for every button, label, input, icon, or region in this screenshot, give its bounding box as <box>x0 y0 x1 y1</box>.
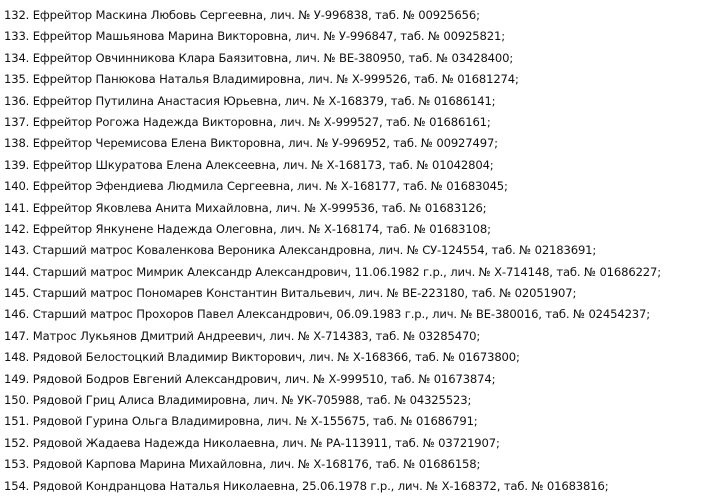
list-item: 145. Старший матрос Пономарев Константин Витальевич, лич. № ВЕ-223180, таб. № 02051907; <box>4 286 577 301</box>
list-item: 138. Ефрейтор Черемисова Елена Викторовна, лич. № У-996952, таб. № 00927497; <box>4 136 498 151</box>
list-item: 144. Старший матрос Мимрик Александр Александрович, 11.06.1982 г.р., лич. № Х-714148, таб. № 01686227; <box>4 264 662 279</box>
list-item: 142. Ефрейтор Янкунене Надежда Олеговна, лич. № Х-168174, таб. № 01683108; <box>4 221 491 236</box>
list-item: 151. Рядовой Гурина Ольга Владимировна, лич. № Х-155675, таб. № 01686791; <box>4 414 478 429</box>
list-item: 133. Ефрейтор Машьянова Марина Викторовна, лич. № У-996847, таб. № 00925821; <box>4 29 505 44</box>
list-item: 136. Ефрейтор Путилина Анастасия Юрьевна, лич. № Х-168379, таб. № 01686141; <box>4 93 496 108</box>
list-item: 146. Старший матрос Прохоров Павел Александрович, 06.09.1983 г.р., лич. № ВЕ-380016, таб. № 02454237; <box>4 307 651 322</box>
list-item: 137. Ефрейтор Рогожа Надежда Викторовна, лич. № Х-999527, таб. № 01686161; <box>4 114 491 129</box>
list-item: 147. Матрос Лукьянов Дмитрий Андреевич, лич. № Х-714383, таб. № 03285470; <box>4 328 481 343</box>
list-item: 139. Ефрейтор Шкуратова Елена Алексеевна, лич. № Х-168173, таб. № 01042804; <box>4 157 494 172</box>
list-item: 141. Ефрейтор Яковлева Анита Михайловна, лич. № Х-999536, таб. № 01683126; <box>4 200 487 215</box>
list-item: 143. Старший матрос Коваленкова Вероника Александровна, лич. № СУ-124554, таб. № 02183691; <box>4 243 597 258</box>
list-item: 148. Рядовой Белостоцкий Владимир Викторович, лич. № Х-168366, таб. № 01673800; <box>4 350 520 365</box>
personnel-list <box>4 5 709 497</box>
list-item: 135. Ефрейтор Панюкова Наталья Владимировна, лич. № Х-999526, таб. № 01681274; <box>4 72 519 87</box>
list-item: 152. Рядовой Жадаева Надежда Николаевна, лич. № РА-113911, таб. № 03721907; <box>4 435 500 450</box>
list-item: 154. Рядовой Кондранцова Наталья Николаевна, 25.06.1978 г.р., лич. № Х-168372, таб. № 01683816; <box>4 478 609 493</box>
list-item: 149. Рядовой Бодров Евгений Александрович, лич. № Х-999510, таб. № 01673874; <box>4 371 496 386</box>
list-item: 140. Ефрейтор Эфендиева Людмила Сергеевна, лич. № Х-168177, таб. № 01683045; <box>4 179 508 194</box>
list-item: 153. Рядовой Карпова Марина Михайловна, лич. № Х-168176, таб. № 01686158; <box>4 457 481 472</box>
list-item: 132. Ефрейтор Маскина Любовь Сергеевна, лич. № У-996838, таб. № 00925656; <box>4 8 480 22</box>
list-item: 134. Ефрейтор Овчинникова Клара Баязитовна, лич. № ВЕ-380950, таб. № 03428400; <box>4 50 514 65</box>
list-item: 150. Рядовой Гриц Алиса Владимировна, лич. № УК-705988, таб. № 04325523; <box>4 393 472 408</box>
